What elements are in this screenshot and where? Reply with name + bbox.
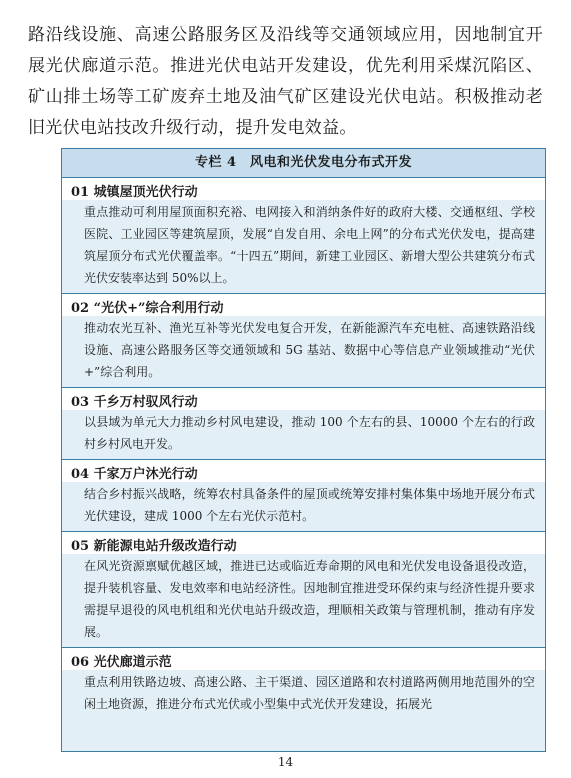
section-body: 重点推动可利用屋顶面积充裕、电网接入和消纳条件好的政府大楼、交通枢纽、学校医院、工业园区等建筑屋顶，发展“自发自用、余电上网”的分布式光伏发电，提高建筑屋顶分布式光伏覆盖率。“十四五”期间，新建工业园区、新增大型公共建筑分布式光伏安装率达到 50%以上。 <box>62 200 545 293</box>
section-heading: 03 千乡万村驭风行动 <box>62 388 545 410</box>
box-section-6 <box>62 648 545 719</box>
box-section-5 <box>62 532 545 648</box>
body-paragraph: 路沿线设施、高速公路服务区及沿线等交通领域应用，因地制宜开展光伏廊道示范。推进光伏电站开发建设，优先利用采煤沉陷区、矿山排土场等工矿废弃土地及油气矿区建设光伏电站。积极推动老旧光伏电站技改升级行动，提升发电效益。 <box>28 25 543 138</box>
box-section-3 <box>62 388 545 460</box>
section-body: 推动农光互补、渔光互补等光伏发电复合开发，在新能源汽车充电桩、高速铁路沿线设施、高速公路服务区等交通领域和 5G 基站、数据中心等信息产业领域推动“光伏+”综合利用。 <box>62 316 545 387</box>
box-section-4 <box>62 460 545 532</box>
section-heading: 02 “光伏+”综合利用行动 <box>62 294 545 316</box>
box-section-2 <box>62 294 545 388</box>
section-heading: 06 光伏廊道示范 <box>62 648 545 670</box>
section-body: 在风光资源禀赋优越区域，推进已达或临近寿命期的风电和光伏发电设备退役改造，提升装机容量、发电效率和电站经济性。因地制宜推进受环保约束与经济性提升要求需提早退役的风电机组和光伏电站升级改造，理顺相关政策与管理机制，推动有序发展。 <box>62 554 545 647</box>
box-section-1 <box>62 178 545 294</box>
feature-box-title: 专栏 4 风电和光伏发电分布式开发 <box>62 149 545 178</box>
section-body: 以县域为单元大力推动乡村风电建设，推动 100 个左右的县、10000 个左右的行政村乡村风电开发。 <box>62 410 545 459</box>
section-body: 重点利用铁路边坡、高速公路、主干渠道、园区道路和农村道路两侧用地范围外的空闲土地资源，推进分布式光伏或小型集中式光伏开发建设，拓展光 <box>62 670 545 719</box>
section-heading: 05 新能源电站升级改造行动 <box>62 532 545 554</box>
feature-box <box>61 148 546 752</box>
section-heading: 04 千家万户沐光行动 <box>62 460 545 482</box>
section-heading: 01 城镇屋顶光伏行动 <box>62 178 545 200</box>
page-number: 14 <box>277 755 294 769</box>
section-body: 结合乡村振兴战略，统筹农村具备条件的屋顶或统筹安排村集体集中场地开展分布式光伏建设，建成 1000 个左右光伏示范村。 <box>62 482 545 531</box>
